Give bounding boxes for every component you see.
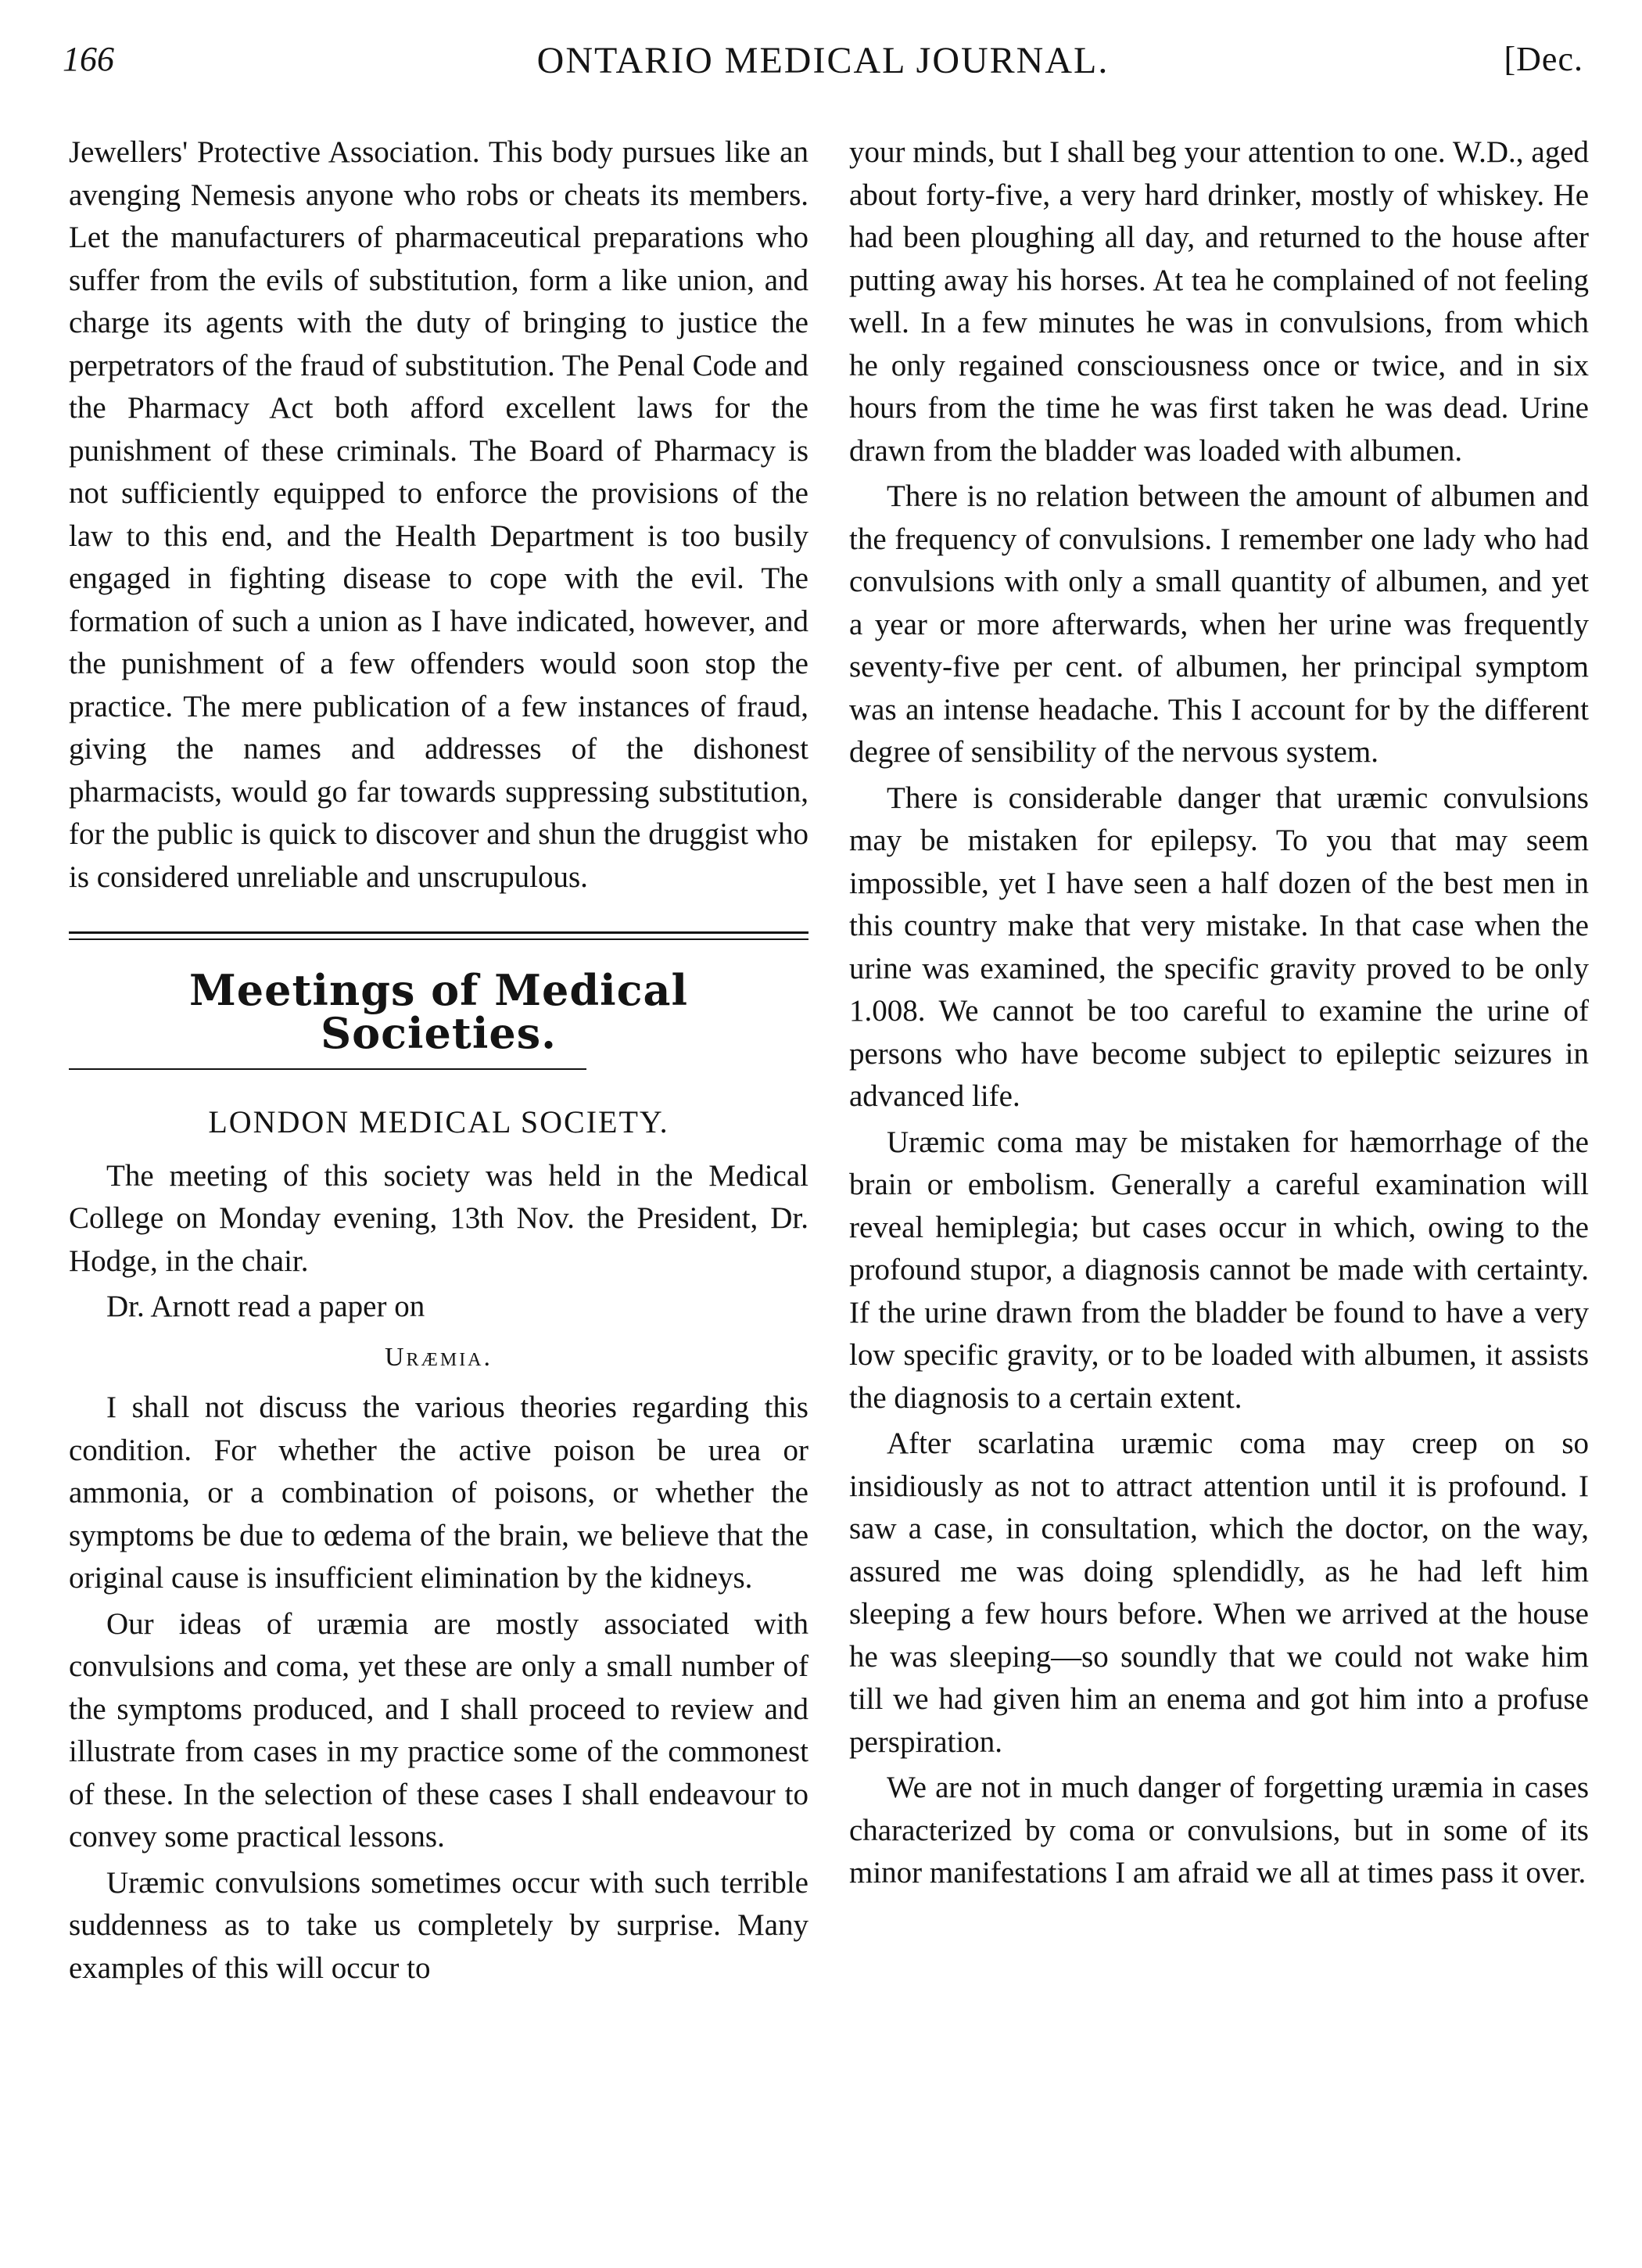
society-heading: LONDON MEDICAL SOCIETY. bbox=[208, 1104, 669, 1139]
substitution-paragraph: Jewellers' Protective Association. This body pursues like an avenging Nemesis anyone who robs or cheats its members. Let the manufacturers of pharmaceutical preparations who suffer from the evils of substitution, form a like union, and charge its agents with the duty of bringing to justice the perpetrators of the fraud of substitution. The Penal Code and the Pharmacy Act both afford excellent laws for the punishment of these criminals. The Board of Pharmacy is not sufficiently equipped to enforce the provisions of the law to this end, and the Health Department is too busily engaged in fighting disease to cope with the evil. The formation of such a union as I have indicated, however, and the punishment of a few offenders would soon stop the practice. The mere publication of a few instances of fraud, giving the names and addresses of the dishonest pharmacists, would go far towards suppressing substitution, for the public is quick to discover and shun the druggist who is considered unreliable and unscrupulous. bbox=[69, 135, 808, 894]
ideas-paragraph: Our ideas of uræmia are mostly associated with convulsions and coma, yet these are only a small number of the symptoms produced, and I shall proceed to review and illustrate from cases in my practice some of the commonest of these. In the selection of these cases I shall endeavour to convey some practical lessons. bbox=[69, 1606, 808, 1854]
section-underline bbox=[69, 1068, 586, 1073]
coma-paragraph: Uræmic coma may be mistaken for hæmorrhage of the brain or embolism. Generally a careful examination will reveal hemiplegia; but cases occur in which, owing to the profound stupor, a diagnosis cannot be made with certainty. If the urine drawn from the bladder be found to have a very low specific gravity, or to be loaded with albumen, it assists the diagnosis to a certain extent. bbox=[849, 1125, 1589, 1415]
paper-intro: Dr. Arnott read a paper on bbox=[106, 1290, 425, 1323]
case-paragraph: your minds, but I shall beg your attention to one. W.D., aged about forty-five, a very hard drinker, mostly of whiskey. He had been ploughing all day, and returned to the house after putting away his horses. At tea he complained of not feeling well. In a few minutes he was in convulsions, from which he only regained consciousness once or twice, and in six hours from the time he was first taken he was dead. Urine drawn from the bladder was loaded with albumen. bbox=[849, 135, 1589, 468]
issue-month: [Dec. bbox=[1504, 40, 1583, 78]
left-column bbox=[69, 131, 808, 1990]
running-header bbox=[63, 39, 1583, 94]
theories-paragraph: I shall not discuss the various theories regarding this condition. For whether the active poison be urea or ammonia, or a combination of poisons, or whether the symptoms be due to œdema of the brain, we believe that the original cause is insufficient elimination by the kidneys. bbox=[69, 1391, 808, 1595]
forgetting-paragraph: We are not in much danger of forgetting uræmia in cases characterized by coma or convulsions, but in some of its minor manifestations I am afraid we all at times pass it over. bbox=[849, 1771, 1589, 1889]
right-column bbox=[849, 131, 1589, 1895]
section-double-rule bbox=[69, 931, 808, 952]
relation-paragraph: There is no relation between the amount of albumen and the frequency of convulsions. I remember one lady who had convulsions with only a small quantity of albumen, and yet a year or more afterwards, when her urine was frequently seventy-five per cent. of albumen, her principal symptom was an intense headache. This I account for by the different degree of sensibility of the nervous system. bbox=[849, 479, 1589, 769]
epilepsy-paragraph: There is considerable danger that uræmic convulsions may be mistaken for epilepsy. To you that may seem impossible, yet I have seen a half dozen of the best men in this country make that very mistake. In that case when the urine was examined, the specific gravity proved to be only 1.008. We cannot be too careful to examine the urine of persons who have become subject to epileptic seizures in advanced life. bbox=[849, 781, 1589, 1113]
section-heading: Meetings of Medical Societies. bbox=[189, 965, 688, 1058]
rule-line-bottom bbox=[69, 938, 808, 940]
meeting-paragraph: The meeting of this society was held in the Medical College on Monday evening, 13th Nov. the President, Dr. Hodge, in the chair. bbox=[69, 1158, 808, 1278]
page-number: 166 bbox=[63, 40, 114, 78]
scarlatina-paragraph: After scarlatina uræmic coma may creep on so insidiously as not to attract attention until it is profound. I saw a case, in consultation, which the doctor, on the way, assured me was doing splendidly, as he had left him sleeping a few hours before. When we arrived at the house he was sleeping—so soundly that we could not wake him till we had given him an enema and got him into a profuse perspiration. bbox=[849, 1426, 1589, 1759]
journal-title: ONTARIO MEDICAL JOURNAL. bbox=[536, 40, 1110, 81]
paper-title: Uræmia. bbox=[384, 1342, 493, 1372]
rule-line-top bbox=[69, 931, 808, 934]
convulsions-paragraph: Uræmic convulsions sometimes occur with such terrible suddenness as to take us completely by surprise. Many examples of this will occur to bbox=[69, 1865, 808, 1985]
